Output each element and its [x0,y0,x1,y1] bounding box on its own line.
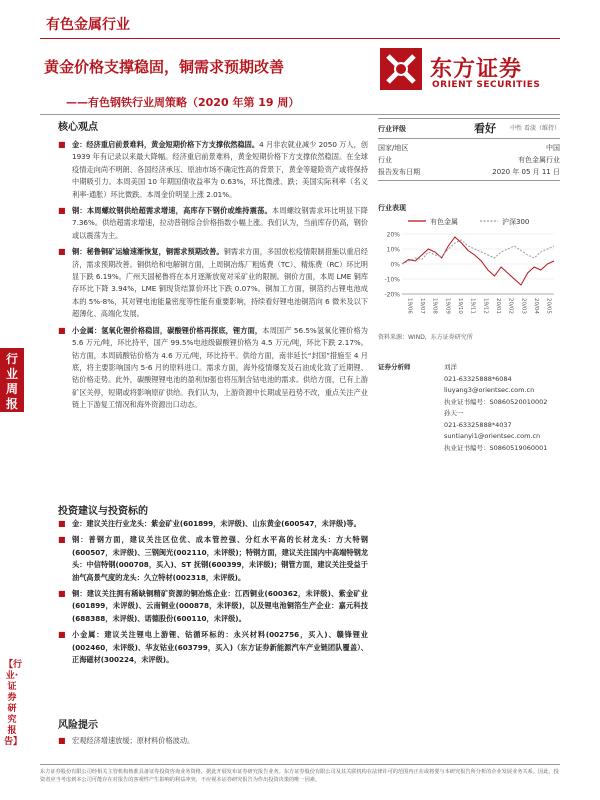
x-tick-label: 20/03 [520,298,527,314]
y-tick-label: -10% [384,276,400,284]
item-bold: 秘鲁铜矿运输速渐恢复，铜需求预期改善。 [86,247,224,257]
logo-chinese: 东方证券 [430,57,523,82]
core-view-section [58,118,368,416]
analyst-1-cert: 执业证书编号：S0860520010002 [444,397,548,406]
vertical-report-tag: 【行业·证券研究报告】 [4,660,23,747]
rec-text: 建议关注锂电上游锂、钴循环标的：永兴材料(002756，买入)、赣锋锂业(002460，未评级)、华友钴业(603799，买入)（东方证券新能源汽车产业链团队覆盖）、正海磁材(300224，未评级)。 [72,630,368,665]
recommendation-heading: 投资建议与投资标的 [58,506,148,517]
item-text: 4 月非农就业减少 2050 万人，创 1939 年有记录以来最大降幅。经济重启前景难料，黄金短期价格下方支撑依然稳固。在全球疫情走向尚不明朗、各国经济承压、原油市场不确定性高的背景下，黄金等避险资产或将保持中期吸引力。本周美国 10 年期国债收益率为 0.63%，环比微涨、跌；美国实际利率（名义利率-通胀）环比微跌。本周金价明显上涨 2.01%。 [72,140,368,199]
series-line-0 [402,237,554,285]
x-tick-label: 19/07 [419,298,425,314]
item-text: 铜需求方面，多国放松疫情限制措施以重启经济，需求预期改善。铜供给和电解铜方面，上周铜冶炼厂粗炼费（TC）、精炼费（RC）环比明显下跌 6.19%。广州天国秘鲁将在本月逐渐放宽对采矿业的限制。铜价方面，本周 LME 铜库存环比下降 3.94%，LME 铜现货结算价环比下跌 0.07%。铜加工方面，铜箔约占锂电池成本的 5%-8%，其对锂电池能量密度等性能有重要影响，持续看好锂电池铜箔向 6 微米及以下超薄化、高端化发展。 [72,247,369,319]
x-tick-label: 20/02 [507,298,514,314]
bullet-icon: ■ [58,519,66,528]
legend-label: 有色金属 [430,218,458,226]
risk-item [58,735,368,747]
country-value: 中国 [546,144,560,152]
risk-heading: 风险提示 [58,720,98,731]
core-view-item [58,139,368,201]
rating-panel [378,118,560,214]
x-tick-label: 19/12 [482,298,489,314]
analyst-1-name: 刘洋 [444,363,457,371]
orient-securities-logo [380,48,560,108]
x-tick-label: 20/04 [533,298,539,314]
disclaimer-footer: 东方证券股份有限公司经相关主管机构核准具备证券投资咨询业务资格，据此开展发布证券研究报告业务。东方证券股份有限公司及其关联机构在法律许可的范围内正在或将要与本研究报告所分析的企业发展业务关系。因此，投资者应当考虑到本公司可能存在对报告的客观性产生影响的利益冲突，不应视本证券研究报告为作出投资决策的唯一因素。 [40,769,559,783]
top-divider [40,38,560,39]
performance-row [378,202,560,214]
risk-list [58,735,368,751]
y-tick-label: 10% [386,246,400,254]
chart-source: 资料来源：WIND，东方证券研究所 [378,334,473,341]
date-label: 报告发布日期 [378,168,420,176]
y-tick-label: 0% [390,261,400,269]
item-text: 本周螺纹钢需求环比明显下降 7.36%。供给超需求增速，拉动普钢综合价格指数小幅上涨。我们认为，当前库存仍高，钢价或以震荡为主。 [72,206,368,240]
rec-lead: 金： [72,519,87,528]
bullet-icon: ■ [58,736,66,745]
y-tick-label: 20% [386,231,400,239]
analyst-1-email-row [378,385,560,397]
rating-label: 行业评级 [378,125,406,133]
core-view-heading: 核心观点 [58,122,98,133]
bullet-icon: ■ [58,206,66,216]
analyst-1-phone: 021-63325888*6084 [444,374,512,383]
analyst-1-name-row [378,362,560,374]
bullet-icon: ■ [58,630,66,640]
core-view-item [58,325,368,412]
performance-chart [378,214,560,336]
core-view-item [58,246,368,320]
rec-text: 建议关注行业龙头：紫金矿业(601899，未评级)、山东黄金(600547，未评级)等。 [86,519,361,528]
industry-value: 有色金属行业 [518,156,560,164]
x-tick-label: 20/05 [545,298,552,314]
item-bold: 氢氧化锂价格稳固，碳酸锂价格再探底，锂方面， [101,325,263,335]
industry-row [378,154,560,166]
analyst-2-cert-row [378,443,560,455]
country-label: 国家/地区 [378,144,409,152]
analyst-label: 证券分析师 [378,363,411,371]
title-divider [40,114,560,115]
rating-levels: 中性 看淡（维持） [510,125,560,132]
bullet-icon: ■ [58,140,66,149]
analyst-1-email[interactable]: liuyang3@orientsec.com.cn [444,386,535,394]
date-value: 2020 年 05 月 11 日 [492,168,560,176]
date-row [378,166,560,178]
recommendation-item [58,629,368,666]
industry-label: 行业 [378,156,392,164]
analyst-1-cert-row [378,397,560,409]
item-lead: 铜： [72,247,87,257]
x-tick-label: 20/01 [495,298,501,314]
analyst-2-cert: 执业证书编号：S0860519060001 [444,443,548,452]
sidebar-text: 行业周报 [5,352,18,411]
analyst-2-phone: 021-63325888*4037 [444,420,512,429]
item-bold: 经济重启前景难料，黄金短期价格下方支撑依然稳固。 [86,140,260,149]
recommendation-item [58,588,368,625]
recommendation-item [58,534,368,584]
item-lead: 金： [72,140,87,149]
rec-text: 普钢方面，建议关注区位优、成本管控强、分红水平高的长材龙头：方大特钢(600507，未评级)、三钢闽光(002110，未评级)；特钢方面，建议关注国内中高端特钢龙头：中信特钢(000708，买入)、ST 抚钢(600399，未评级)；钢管方面，建议关注受益于油气高景气度的龙头：久立特材(002318，未评级)。 [72,535,368,582]
analyst-2-email-row [378,431,560,443]
bullet-icon: ■ [58,589,66,599]
legend-label: 沪深300 [502,218,530,226]
x-tick-label: 19/11 [469,298,476,314]
x-tick-label: 19/10 [457,298,463,314]
item-lead: 钢： [72,206,87,216]
y-tick-label: -20% [384,291,400,299]
bullet-icon: ■ [58,325,66,335]
bullet-icon: ■ [58,247,66,257]
core-view-item [58,205,368,242]
country-row [378,142,560,154]
analyst-panel [378,362,560,454]
sidebar-report-type [0,348,24,412]
logo-mark-icon [380,48,422,90]
item-text: 本周国产 56.5%氢氧化锂价格为 5.6 万元/吨，环比持平，国产 99.5%电池级碳酸锂价格为 4.5 万元/吨，环比下跌 2.17%。钴方面，本周硫酸钴价格为 4.6 万元/吨，环比持平。供给方面，南非延长“封国”措施至 4 月底，将主要影响国内 5-6 月的原料进口。需求方面，海外疫情爆发及石油成化致了近期锂、钴价格走势。此外，碳酸锂锂电池的盈利加强也将压制含钴电池的需求。供给方面，已有上游矿区关停，短期或将影响原矿供给。我们认为，上游资源中长期或呈趋势不改，重点关注产业链上下游复工情况和海外资源出口动态。 [72,325,368,410]
analyst-2-phone-row [378,420,560,432]
industry-tag: 有色金属行业 [46,17,130,33]
rating-divider [378,138,560,139]
logo-english: ORIENT SECURITIES [432,80,541,90]
analyst-2-name-row [378,408,560,420]
risk-text: 宏观经济增速放缓；原材料价格波动。 [72,736,195,745]
rating-row [378,120,560,138]
analyst-2-name: 孙天一 [444,409,464,417]
recommendation-list [58,518,368,670]
rec-lead: 铜： [72,589,87,599]
performance-chart-svg [378,214,560,332]
info-divider [378,180,560,181]
analyst-1-phone-row [378,374,560,386]
x-tick-label: 19/09 [444,298,451,314]
rec-text: 建议关注拥有稀缺铜精矿资源的铜冶炼企业：江西铜业(600362，未评级)、紫金矿业(601899，未评级)、云南铜业(000878，未评级)，以及锂电池铜箔生产企业：嘉元科技(688388，未评级)、诺德股份(600110，未评级)。 [72,589,368,623]
x-tick-label: 19/08 [431,298,438,314]
item-bold: 本周螺纹钢供给超需求增速，高库存下钢价或维持震荡。 [86,206,272,216]
report-main-title: 黄金价格支撑稳固，铜需求预期改善 [44,58,285,76]
analyst-2-email[interactable]: suntianyi1@orientsec.com.cn [444,432,541,440]
rec-lead: 小金属： [72,630,105,640]
item-lead: 小金属： [72,325,102,335]
rating-value: 看好 [474,122,496,135]
rating-top-line [378,118,560,119]
report-sub-title: ——有色钢铁行业周策略（2020 年第 19 周） [66,96,300,109]
bullet-icon: ■ [58,535,66,545]
rec-lead: 钢： [72,535,89,545]
x-tick-label: 19/06 [406,298,413,314]
footer-divider [40,764,560,765]
recommendation-item [58,518,368,530]
performance-label: 行业表现 [378,204,406,212]
